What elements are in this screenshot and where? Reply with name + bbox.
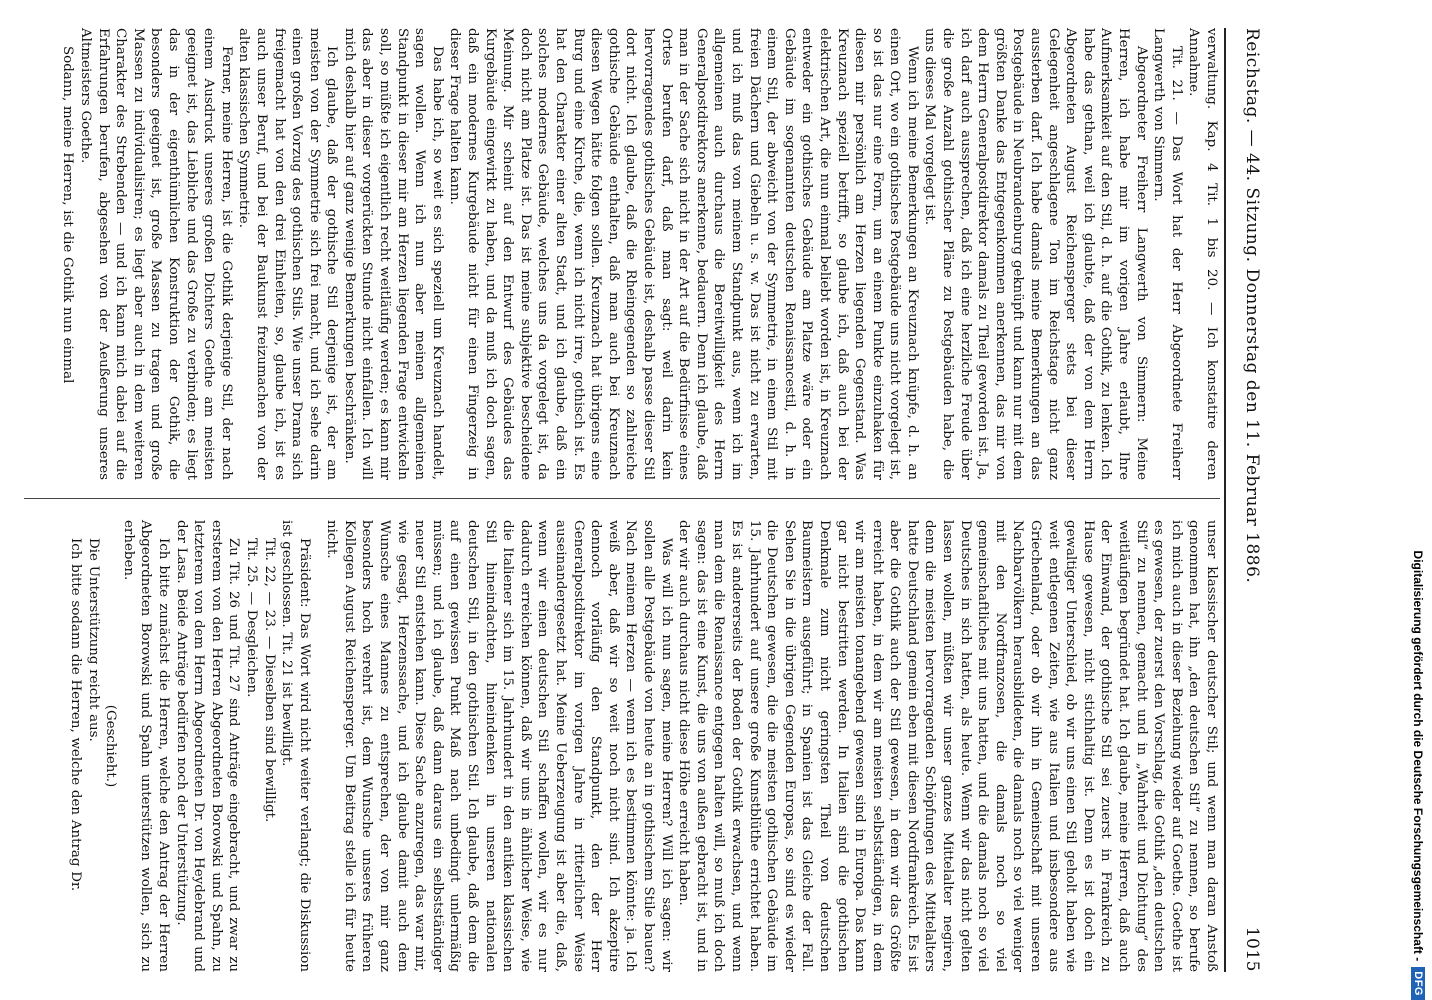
page-header (1230, 28, 1286, 972)
page-number: 1015 (1242, 926, 1262, 972)
paragraph: Was will ich nun sagen, meine Herren? Will ich sagen: wir sollen alle Postgebäude von heute an in gothischem Stile bauen? Nach meinem Herzen — wenn ich es bestimmen könnte: ja. Ich weiß aber, daß wir so weit noch nicht sind. Ich akzeptire dennoch vorläufig den Standpunkt, den der Herr Generalpostdirektor im vorigen Jahre in ritterlicher Weise auseinandergesetzt hat. Meine Ueberzeugung ist aber die, daß, wenn wir einen deutschen Stil schaffen wollen, wir es nur dadurch erreichen können, daß wir uns in ähnlicher Weise, wie die Italiener sich im 15. Jahrhundert in den antiken klassischen Stil hineindachten, hineindenken in unseren nationalen deutschen Stil, in den gothischen Stil. Ich glaube, daß dem die auf einen gewissen Punkt Maß nach unbedingt unlermäßig müssen; und ich glaube, daß dann daraus ein selbstständiger neuer Stil entstehen kann. Diese Sache anzuregen, das war mir, wie gesagt, Herzenssache, und ich glaube damit auch dem Wunsche eines Mannes zu entsprechen, der von mir ganz besonders hoch verehrt ist, dem Wunsche unseres früheren Kollegen August Reichensperger. Um Beitrag stelle ich für heute nicht. (324, 520, 674, 972)
paragraph: Wenn ich meine Bemerkungen an Kreuznach knüpfe, d. h. an einen Ort, wo ein gothisches Postgebäude uns nicht vorgelegt ist, so ist das nur eine Form, um an einem Punkte einzuhaken für diesen mir persönlich am Herzen liegenden Gegenstand. Was Kreuznach speziell betrifft, so glaube ich, daß auch bei der elektrischen Art, die nun einmal beliebt worden ist, in Kreuznach entweder ein gothisches Gebäude am Platze wäre oder ein Gebäude im sogenannten deutschen Renaissancestil, d. h. in einem Stil, der abweicht von der Symmetrie, in einem Stil mit freien Dächern und Giebeln u. s. w. Das ist nicht zu erwarten, und ich muß das von meinem Standpunkt aus, wenn ich im allgemeinen auch durchaus die Bereitwilligkeit des Herrn Generalpostdirektors anerkenne, bedauern. Denn ich glaube, daß man in der Sache sich nicht in der Art auf die Bedürfnisse eines Ortes berufen darf, daß man sagt: weil darin kein hervorragendes gothisches Gebäude ist, deshalb passe dieser Stil dort nicht. Ich glaube, daß die Rheingegenden so zahlreiche gothische Gebäude enthalten, daß man auch bei Kreuznach diesen Wegen hätte folgen sollen. Kreuznach hat übrigens eine Burg und eine Kirche, die, wenn ich nicht irre, gothisch ist. Es hat den Charakter einer alten Stadt, und ich glaube, daß ein solches modernes Gebäude, welches uns da vorgelegt ist, da doch nicht am Platze ist. Das ist meine subjektive bescheidene Meinung. Mir scheint auf den Entwurf des Gebäudes das Kurgebäude eingewirkt zu haben, und da muß ich doch sagen, daß ein modernes Kurgebäude nicht für einen Fingerzeig in dieser Frage halten kann. (447, 28, 920, 480)
paragraph: Die Unterstützung reicht aus. (85, 538, 101, 742)
paragraph: Zu Tit. 26 und Tit. 27 sind Anträge eingebracht, und zwar zu ersterem von den Herren Abgeordneten Borowski und Spahn, zu letzterem von dem Herrn Abgeordneten Dr. von Heydebrand und der Lasa. Beide Anträge bedürfen noch der Unterstützung. (173, 520, 242, 972)
paragraph: Das habe ich, so weit es sich speziell um Kreuznach handelt, sagen wollen. Wenn ich nun aber meinen allgemeinen Standpunkt in dieser mir am Herzen liegenden Frage entwickeln soll, so müßte ich eigentlich recht weitläufig werden; es kann mir das aber in dieser vorgerückten Stunde nicht einfallen. Ich will mich deshalb hier auf ganz wenige Bemerkungen beschränken. (341, 28, 445, 480)
paragraph: unser klassischer deutscher Stil; und wenn man daran Anstoß genommen hat, ihn „den deutschen Stil“ zu nennen, so berufe ich mich auch in dieser Beziehung wieder auf Goethe. Goethe ist es gewesen, der zuerst den Vorschlag, die Gothik „den deutschen Stil“ zu nennen, gemacht und in „Wahrheit und Dichtung“ des weitläufigen begründet hat. Ich glaube, meine Herren, daß auch der Einwand, der gothische Stil sei zuerst in Frankreich zu Hause gewesen, nicht stichhaltig ist. Denn es ist doch ein gewaltiger Unterschied, ob wir uns einen Stil geholt haben wie weit entlegenen Zeiten, wie aus Italien und insbesondere aus Griechenland, oder ob wir ihn in Gemeinschaft mit unseren Nachbarvölkern herausbildeten, die damals noch so viel weniger mit den Nordfranzosen, die damals noch so viel gemeinschaftliches mit uns hatten, und die damals noch so viel Deutsches in sich hatten, als heute. Wenn wir das nicht gelten lassen wollen, müßten wir unser ganzes Mittelalter negiren, denn die meisten hervorragenden Schöpfungen des Mittelalters hatte Deutschland gemein eben mit diesen Nordfrankreich. Es ist aber die Gothik auch der Stil gewesen, in dem wir das Größte erreicht haben, in dem wir am meisten selbstständigen, in dem wir am meisten tonangebend gewesen sind in Europa. Das kann gar nicht bestritten werden. In Italien sind die gothischen Denkmale zum nicht geringsten Theil von deutschen Baumeistern ausgeführt; in Spanien ist das Gleiche der Fall. Sehen Sie in die übrigen Gegenden Europas, so sind es wieder die Deutschen gewesen, die die meisten gothischen Gebäude im 15. Jahrhundert auf unsere große Kunstblüthe errichtet haben. Es ist andererseits der Boden der Gothik erwachsen, und wenn man dem die Renaissance entgegen halten will, so muß ich doch sagen: das ist eine Kunst, die uns von außen gebracht ist, und in der wir auch durchaus nicht diese Höhe erreicht haben. (676, 520, 1219, 972)
paragraph: verwaltung. Kap. 4 Tit. 1 bis 20. — Ich konstatire deren Annahme. (1186, 28, 1219, 480)
digitization-credit (1404, 0, 1432, 1000)
credit-text: Digitalisierung gefördert durch die Deutsche Forschungsgemeinschaft - (1411, 550, 1425, 962)
paragraph: Abgeordneter Freiherr Langwerth von Simmern: Meine Herren, ich habe mir im vorigen Jahre erlaubt, Ihre Aufmerksamkeit auf den Stil, d. h. auf die Gothik, zu lenken. Ich habe das gethan, weil ich glaubte, daß der von dem Herrn Abgeordneten August Reichensperger stets bei dieser Gelegenheit angeschlagene Ton im Reichstage nicht ganz aussterben darf. Ich habe damals meine Bemerkungen an das Postgebäude in Neubrandenburg geknüpft und kann nur mit dem größten Danke das Entgegenkommen anerkennen, das mir von dem Herrn Generalpostdirektor damals zu Theil geworden ist. Ja, ich darf auch aussprechen, daß ich eine herzliche Freude über die große Anzahl gothischer Pläne zu Postgebäuden habe, die uns dieses Mal vorgelegt ist. (922, 28, 1149, 480)
paragraph: Ich bitte zunächst die Herren, welche den Antrag der Herren Abgeordneten Borowski und Spahn unterstützen wollen, sich zu erheben. (120, 520, 171, 972)
paragraph: Präsident: Das Wort wird nicht weiter verlangt; die Diskussion ist geschlossen. Tit. 21 ist bewilligt. (279, 520, 312, 972)
paragraph: Tit. 21. — Das Wort hat der Herr Abgeordnete Freiherr Langwerth von Simmern. (1151, 28, 1184, 480)
paragraph: Sodann, meine Herren, ist die Gothik nun einmal (60, 46, 76, 384)
column-divider (24, 498, 1220, 499)
paragraph: Tit. 25. — Desgleichen. (243, 538, 259, 698)
paragraph: (Geschieht.) (103, 704, 119, 788)
right-column (66, 520, 1220, 972)
paragraph: Tit. 22, — 23. — Dieselben sind bewilligt. (261, 538, 277, 823)
dfg-logo: DFG (1411, 967, 1425, 1000)
header-rule (1224, 28, 1226, 972)
left-column (59, 28, 1220, 480)
paragraph: Ich glaube, daß der gothische Stil derjenige ist, der am meisten von der Symmetrie sich frei macht, und ich sehe darin einen großen Vorzug des gothischen Stils. Wie unser Drama sich freigemacht hat von den drei Einheiten, so, glaube ich, ist es auch unser Beruf, und bei der Baukunst freizumachen von der alten klassischen Symmetrie. (236, 28, 340, 480)
paragraph: Ich bitte sodann die Herren, welche den Antrag Dr. (68, 538, 83, 892)
paragraph: Ferner, meine Herren, ist die Gothik derjenige Stil, der nach einem Ausdruck unseres großen Dichters Goethe am meisten geeignet ist, das Liebliche und das Große zu verbinden; es liegt das in der eigenthümlichen Konstruktion der Gothik, die besonders geeignet ist, große Massen zu tragen und große Massen zu individualisiren; es liegt aber auch in dem weiteren Charakter des Strebenden — und ich kann mich dabei auf die Erfahrungen berufen, abgesehen von der Aeußerung unseres Altmeisters Goethe. (78, 28, 234, 480)
digitization-sidebar (1404, 0, 1432, 1000)
running-title: Reichstag. — 44. Sitzung. Donnerstag den 11. Februar 1886. (1242, 28, 1262, 584)
